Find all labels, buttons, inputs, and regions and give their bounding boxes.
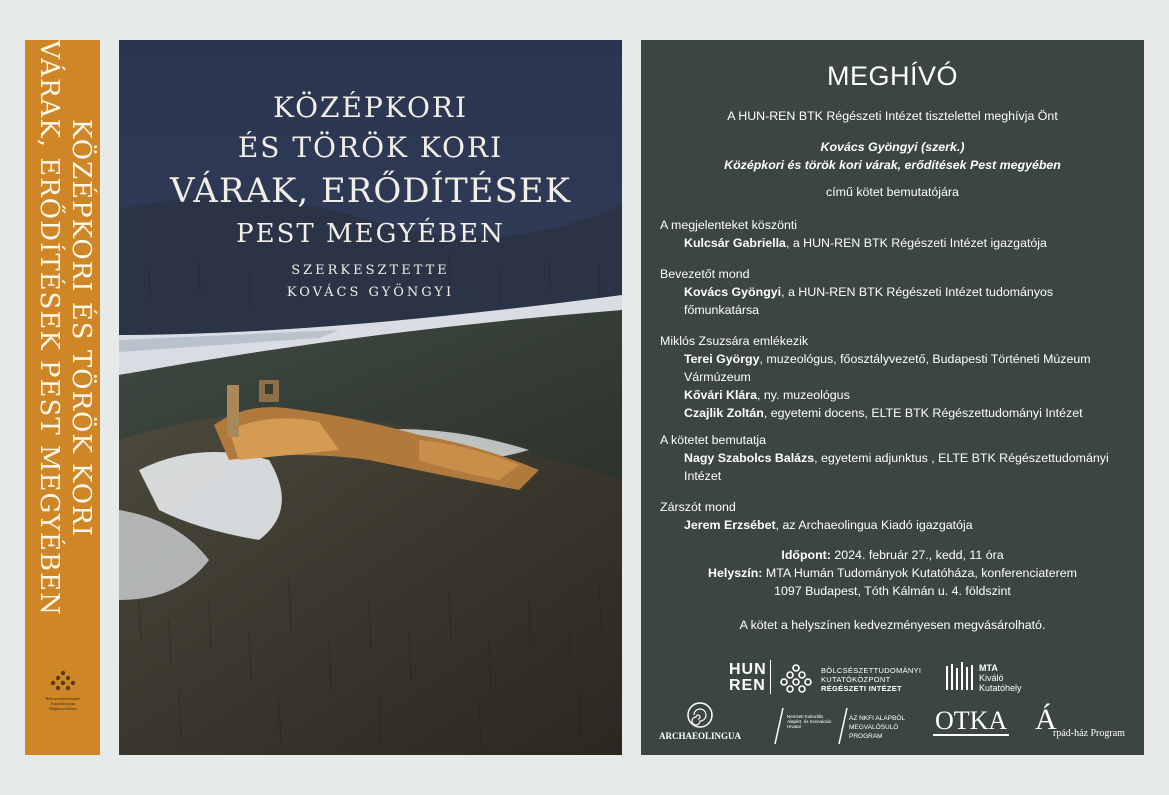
event-place-label: Helyszín: (708, 566, 763, 580)
mta-line-2: Kiváló (979, 673, 1004, 683)
speaker-name: Czajlik Zoltán (684, 406, 764, 420)
mta-logo-text (979, 663, 1022, 693)
btk-line-3: RÉGÉSZETI INTÉZET (821, 684, 902, 693)
arpad-a-icon: Á (1035, 703, 1057, 736)
btk-line-1: BÖLCSÉSZETTUDOMÁNYI (821, 666, 922, 675)
book-author: Kovács Gyöngyi (szerk.) (820, 140, 965, 154)
mta-line-3: Kutatóhely (979, 683, 1022, 693)
event-time-label: Időpont: (781, 548, 831, 562)
nkfi-line-1: AZ NKFI ALAPBÓL (849, 715, 905, 722)
event-time (641, 546, 1144, 564)
spine-title-line-1: KÖZÉPKORI ÉS TÖRÖK KORI (66, 119, 96, 537)
book-title: Középkori és török kori várak, erődítések Pest megyében (724, 158, 1061, 172)
institute-dots-icon (39, 670, 87, 692)
nkfi-line-2: MEGVALÓSULÓ (849, 724, 899, 731)
cover-editor (119, 260, 622, 304)
program-section-welcome (660, 216, 1130, 252)
speaker-name: Kővári Klára (684, 388, 758, 402)
archaeolingua-logo: ARCHAEOLINGUA (659, 731, 742, 741)
cover-editor-label: SZERKESZTETTE (291, 263, 450, 278)
speaker-name: Terei György (684, 352, 760, 366)
event-details (641, 546, 1144, 600)
speaker-entry (660, 404, 1130, 422)
program-section-introduction (660, 265, 1130, 319)
slash-divider-icon (773, 706, 785, 746)
section-heading: A megjelenteket köszönti (660, 218, 798, 232)
book-spine (25, 40, 100, 755)
program-section-presentation (660, 431, 1130, 485)
arpad-program-logo: rpád-ház Program (1053, 728, 1125, 739)
cover-title-line-2: ÉS TÖRÖK KORI (237, 131, 504, 164)
mta-line-1: MTA (979, 663, 998, 673)
ministry-logo: Nemzeti Kulturális Alapért. és Innovációs Hivatal (787, 714, 832, 729)
cover-title-line-1: KÖZÉPKORI (272, 91, 469, 124)
speaker-entry (660, 516, 1130, 534)
section-heading: A kötetet bemutatja (660, 433, 767, 447)
cover-title-line-3: VÁRAK, ERŐDÍTÉSEK (170, 171, 571, 211)
cover-editor-name: KOVÁCS GYÖNGYI (286, 285, 455, 300)
hunren-logo (729, 662, 767, 694)
invitation-title: MEGHÍVÓ (826, 61, 958, 91)
btk-dots-icon (779, 664, 813, 694)
speaker-role: , egyetemi adjunktus , ELTE BTK Régészettudományi Intézet (684, 451, 1109, 483)
btk-line-2: KUTATÓKÖZPONT (821, 675, 891, 684)
spine-title (27, 28, 97, 628)
btk-logo-text (821, 666, 921, 693)
archaeolingua-spiral-icon (687, 702, 713, 728)
speaker-role: , a HUN-REN BTK Régészeti Intézet igazgatója (785, 236, 1047, 250)
invitation-panel (641, 40, 1144, 755)
program-section-memorial (660, 332, 1130, 422)
nkfi-line-3: PROGRAM (849, 733, 883, 740)
speaker-role: , az Archaeolingua Kiadó igazgatója (775, 518, 973, 532)
speaker-entry (660, 449, 1130, 485)
mta-columns-icon (945, 662, 975, 692)
event-time-value: 2024. február 27., kedd, 11 óra (830, 548, 1004, 562)
book-citation (641, 138, 1144, 174)
spine-publisher-logo (39, 670, 87, 711)
speaker-entry (660, 283, 1130, 319)
speaker-role: , egyetemi docens, ELTE BTK Régészettudományi Intézet (763, 406, 1083, 420)
program-section-closing (660, 498, 1130, 534)
section-heading: Zárszót mond (660, 500, 736, 514)
speaker-entry (660, 350, 1130, 386)
book-cover (119, 40, 622, 755)
speaker-name: Nagy Szabolcs Balázs (684, 451, 815, 465)
otka-logo: OTKA (935, 706, 1008, 735)
nkfi-logo (849, 714, 905, 741)
book-suffix: című kötet bemutatójára (826, 185, 959, 199)
slash-divider-icon (837, 706, 849, 746)
event-address: 1097 Budapest, Tóth Kálmán u. 4. földszint (774, 584, 1011, 598)
speaker-entry (660, 386, 1130, 404)
purchase-note: A kötet a helyszínen kedvezményesen megvásárolható. (739, 618, 1046, 632)
speaker-role: , ny. muzeológus (757, 388, 850, 402)
section-heading: Bevezetőt mond (660, 267, 750, 281)
spine-logo-line-1: Bölcsészettudományi (45, 696, 81, 701)
spine-title-line-2: VÁRAK, ERŐDÍTÉSEK PEST MEGYÉBEN (34, 40, 64, 616)
speaker-name: Jerem Erzsébet (684, 518, 776, 532)
invitation-intro: A HUN-REN BTK Régészeti Intézet tisztelettel meghívja Önt (727, 109, 1058, 123)
event-place-value: MTA Humán Tudományok Kutatóháza, konferenciaterem (762, 566, 1077, 580)
speaker-entry (660, 234, 1130, 252)
spine-logo-line-2: Kutatóközpont (51, 701, 75, 706)
hunren-logo-bottom: REN (729, 677, 766, 694)
cover-title (119, 88, 622, 254)
speaker-role: , a HUN-REN BTK Régészeti Intézet tudományos főmunkatársa (684, 285, 1054, 317)
spine-logo-line-3: Régészeti Intézet (49, 706, 77, 711)
speaker-name: Kovács Gyöngyi (684, 285, 782, 299)
speaker-role: , muzeológus, főosztályvezető, Budapesti Történeti Múzeum Vármúzeum (684, 352, 1091, 384)
cover-title-line-4: PEST MEGYÉBEN (236, 219, 505, 249)
sponsor-logos (641, 652, 1144, 752)
speaker-name: Kulcsár Gabriella (684, 236, 786, 250)
hunren-logo-top: HUN (729, 661, 767, 678)
section-heading: Miklós Zsuzsára emlékezik (660, 334, 809, 348)
event-place (641, 564, 1144, 582)
logo-divider (770, 660, 771, 694)
